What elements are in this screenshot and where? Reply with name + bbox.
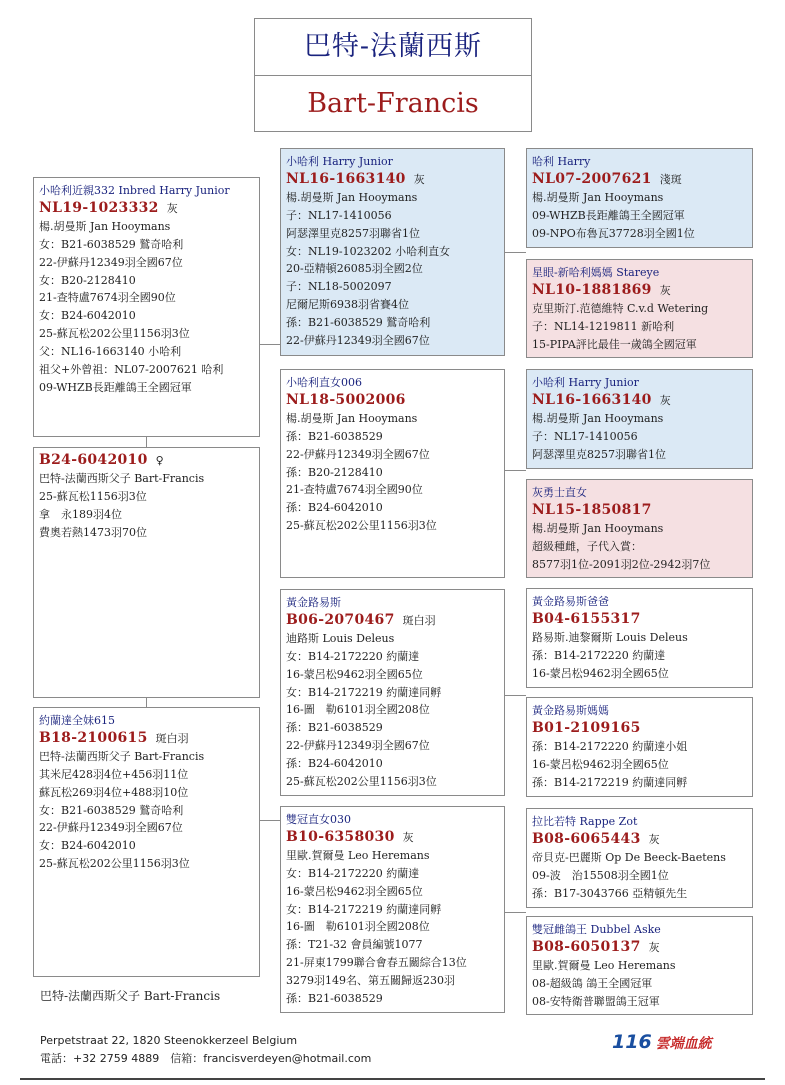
pedigree-line: 09-波 治15508羽全國1位 (532, 868, 669, 882)
pigeon-name: 約蘭達全妹615 (39, 714, 115, 727)
pedigree-line: 其米尼428羽4位+456羽11位 (39, 767, 189, 781)
pedigree-line: 子：NL14-1219811 新哈利 (532, 319, 675, 333)
pedigree-line: 16-蒙呂松9462羽全國65位 (286, 667, 423, 681)
pigeon-name: 哈利 Harry (532, 155, 591, 168)
pedigree-line: 楊.胡曼斯 Jan Hooymans (286, 411, 418, 425)
pedigree-line: 女：B14-2172219 約蘭達同孵 (286, 685, 442, 699)
pigeon-color: 灰 (402, 830, 414, 844)
pedigree-line: 15-PIPA評比最佳一歲鴿全國冠軍 (532, 337, 697, 351)
pedigree-line: 3279羽149名、第五關歸返230羽 (286, 974, 455, 988)
pedigree-line: 孫：B21-6038529 鷲奇哈利 (286, 316, 431, 330)
pigeon-name: 拉比若特 Rappe Zot (532, 815, 638, 828)
pedigree-line: 祖父+外曾祖：NL07-2007621 哈利 (39, 363, 224, 377)
card-self (33, 447, 260, 698)
pedigree-line: 女：B21-6038529 鷲奇哈利 (39, 803, 184, 817)
card-sire-sire (280, 148, 505, 356)
ring-number: NL07-2007621 (532, 170, 652, 187)
pedigree-line: 孫：T21-32 會員編號1077 (286, 938, 423, 952)
pedigree-line: 孫：B24-6042010 (286, 757, 383, 771)
ring-number: NL10-1881869 (532, 281, 652, 298)
pigeon-name: 黃金路易斯爸爸 (532, 595, 609, 608)
pigeon-color: 灰 (648, 940, 660, 954)
ring-number: NL19-1023332 (39, 199, 159, 216)
bottom-rule (20, 1078, 765, 1080)
card-sire (33, 177, 260, 437)
connector (504, 912, 526, 913)
footer-phone-email: 電話：+32 2759 4889 信箱：francisverdeyen@hotmail.com (40, 1052, 372, 1065)
pedigree-line: 09-WHZB長距離鴿王全國冠軍 (39, 380, 192, 394)
pedigree-line: 楊.胡曼斯 Jan Hooymans (532, 521, 664, 535)
pedigree-line: 22-伊蘇丹12349羽全國67位 (39, 255, 183, 269)
ring-number: NL16-1663140 (286, 170, 406, 187)
footer-owner: 巴特-法蘭西斯父子 Bart-Francis (40, 989, 221, 1003)
pedigree-line: 25-蘇瓦松202公里1156羽3位 (39, 327, 190, 341)
connector (504, 470, 526, 471)
pedigree-line: 16-蒙呂松9462羽全國65位 (532, 666, 669, 680)
pedigree-line: 楊.胡曼斯 Jan Hooymans (39, 219, 171, 233)
title-box (254, 18, 532, 132)
pedigree-line: 16-蒙呂松9462羽全國65位 (532, 757, 669, 771)
title-english: Bart-Francis (307, 88, 479, 119)
pigeon-name: 黃金路易斯 (286, 596, 341, 609)
pedigree-line: 路易斯.迪黎爾斯 Louis Deleus (532, 630, 688, 644)
ring-number: B08-6050137 (532, 938, 641, 955)
pedigree-line: 子：NL18-5002097 (286, 280, 392, 294)
pedigree-line: 子：NL17-1410056 (532, 429, 638, 443)
pigeon-color: 斑白羽 (402, 613, 436, 627)
pedigree-line: 22-伊蘇丹12349羽全國67位 (286, 739, 430, 753)
pigeon-name: 小哈利 Harry Junior (286, 155, 393, 168)
pigeon-color: 灰 (648, 832, 660, 846)
pedigree-line: 女：B14-2172220 約蘭達 (286, 649, 420, 663)
pedigree-line: 女：B24-6042010 (39, 309, 136, 323)
pedigree-line: 女：B21-6038529 鷲奇哈利 (39, 237, 184, 251)
pedigree-line: 25-蘇瓦松202公里1156羽3位 (39, 857, 190, 871)
pigeon-color: 灰 (659, 283, 671, 297)
ring-number: B04-6155317 (532, 610, 641, 627)
pedigree-line: 帝貝克-巴麗斯 Op De Beeck-Baetens (532, 850, 726, 864)
pedigree-line: 阿瑟澤里克8257羽聯省1位 (286, 226, 420, 240)
pedigree-line: 超級種雌，子代入賞： (532, 539, 642, 553)
pedigree-line: 25-蘇瓦松202公里1156羽3位 (286, 775, 437, 789)
connector (504, 695, 526, 696)
ring-number: B06-2070467 (286, 611, 395, 628)
pedigree-line: 里歐.賀爾曼 Leo Heremans (532, 958, 676, 972)
connector (259, 820, 280, 821)
ring-number: NL16-1663140 (532, 391, 652, 408)
pedigree-line: 孫：B21-6038529 (286, 429, 383, 443)
pedigree-line: 21-查特盧7674羽全國90位 (39, 291, 176, 305)
pigeon-color: 斑白羽 (155, 731, 189, 745)
pigeon-color: 灰 (413, 172, 425, 186)
pedigree-line: 08-安特衛普聯盟鴿王冠軍 (532, 994, 660, 1008)
pedigree-line: 女：NL19-1023202 小哈利直女 (286, 244, 451, 258)
pedigree-line: 女：B14-2172220 約蘭達 (286, 866, 420, 880)
pigeon-color: 淺斑 (659, 172, 682, 186)
pedigree-line: 楊.胡曼斯 Jan Hooymans (532, 190, 664, 204)
pedigree-line: 迪路斯 Louis Deleus (286, 631, 395, 645)
card-sss (526, 148, 753, 248)
pedigree-line: 女：B14-2172219 約蘭達同孵 (286, 902, 442, 916)
pedigree-line: 父：NL16-1663140 小哈利 (39, 345, 182, 359)
pedigree-line: 阿瑟澤里克8257羽聯省1位 (532, 447, 666, 461)
pedigree-line: 蘇瓦松269羽4位+488羽10位 (39, 785, 189, 799)
title-chinese: 巴特-法蘭西斯 (255, 19, 531, 76)
pedigree-line: 21-查特盧7674羽全國90位 (286, 483, 423, 497)
pigeon-color: 灰 (659, 393, 671, 407)
ring-number: B08-6065443 (532, 830, 641, 847)
pedigree-line: 20-亞精頓26085羽全國2位 (286, 262, 423, 276)
pedigree-line: 孫：B21-6038529 (286, 992, 383, 1006)
pigeon-color: 灰 (166, 201, 178, 215)
connector (504, 252, 526, 253)
card-sds (526, 369, 753, 469)
pigeon-name: 小哈利近親332 Inbred Harry Junior (39, 184, 230, 197)
card-dam (33, 707, 260, 977)
connector (146, 436, 147, 447)
pedigree-line: 16-圖 勒6101羽全國208位 (286, 703, 430, 717)
logo-text: 雲端血統 (655, 1036, 712, 1052)
pigeon-name: 黃金路易斯媽媽 (532, 704, 609, 717)
pedigree-line: 孫：B20-2128410 (286, 465, 383, 479)
pigeon-color: ♀ (155, 454, 164, 467)
pigeon-name: 小哈利 Harry Junior (532, 376, 639, 389)
pedigree-line: 09-NPO布魯瓦37728羽全國1位 (532, 226, 695, 240)
pedigree-line: 09-WHZB長距離鴿王全國冠軍 (532, 208, 685, 222)
pigeon-name: 雙冠雌鴿王 Dubbel Aske (532, 923, 661, 936)
logo-number: 116 (612, 1031, 652, 1053)
connector (259, 344, 280, 345)
pedigree-line: 25-蘇瓦松202公里1156羽3位 (286, 519, 437, 533)
card-sdd (526, 479, 753, 578)
pedigree-line: 費奧若熱1473羽70位 (39, 525, 147, 539)
ring-number: B01-2109165 (532, 719, 641, 736)
pedigree-line: 女：B20-2128410 (39, 273, 136, 287)
pedigree-line: 孫：B21-6038529 (286, 721, 383, 735)
connector (146, 697, 147, 707)
card-dss (526, 588, 753, 688)
ring-number: B18-2100615 (39, 729, 148, 746)
ring-number: NL15-1850817 (532, 501, 652, 518)
footer-contact (40, 1032, 371, 1068)
pigeon-name: 灰勇士直女 (532, 486, 587, 499)
footer-address: Perpetstraat 22, 1820 Steenokkerzeel Belgium (40, 1034, 298, 1047)
pedigree-line: 女：B24-6042010 (39, 839, 136, 853)
pedigree-line: 孫：B17-3043766 亞精頓先生 (532, 886, 688, 900)
card-ssd (526, 259, 753, 358)
card-dsd (526, 697, 753, 797)
pedigree-line: 楊.胡曼斯 Jan Hooymans (286, 190, 418, 204)
pedigree-line: 巴特-法蘭西斯父子 Bart-Francis (39, 749, 205, 763)
pedigree-line: 8577羽1位-2091羽2位-2942羽7位 (532, 557, 711, 571)
card-dam-dam (280, 806, 505, 1013)
pedigree-line: 16-蒙呂松9462羽全國65位 (286, 884, 423, 898)
card-dds (526, 808, 753, 908)
pedigree-line: 孫：B14-2172219 約蘭達同孵 (532, 775, 688, 789)
pedigree-line: 孫：B14-2172220 約蘭達小姐 (532, 739, 688, 753)
pigeon-name: 雙冠直女030 (286, 813, 351, 826)
pigeon-name: 小哈利直女006 (286, 376, 362, 389)
pedigree-line: 08-超級鴿 鴿王全國冠軍 (532, 976, 653, 990)
pedigree-line: 孫：B14-2172220 約蘭達 (532, 648, 666, 662)
logo (612, 1031, 732, 1055)
ring-number: NL18-5002006 (286, 391, 406, 408)
pedigree-line: 21-屏東1799聯合會春五關綜合13位 (286, 956, 467, 970)
pedigree-line: 22-伊蘇丹12349羽全國67位 (39, 821, 183, 835)
ring-number: B24-6042010 (39, 452, 148, 468)
card-dam-sire (280, 589, 505, 796)
pedigree-line: 子：NL17-1410056 (286, 208, 392, 222)
card-ddd (526, 916, 753, 1015)
pedigree-line: 里歐.賀爾曼 Leo Heremans (286, 848, 430, 862)
pigeon-name: 星眼-新哈利媽媽 Stareye (532, 266, 660, 279)
pedigree-line: 巴特-法蘭西斯父子 Bart-Francis (39, 471, 205, 485)
ring-number: B10-6358030 (286, 828, 395, 845)
pedigree-line: 22-伊蘇丹12349羽全國67位 (286, 447, 430, 461)
card-sire-dam (280, 369, 505, 578)
pedigree-line: 克里斯汀.范德維特 C.v.d Wetering (532, 301, 709, 315)
pedigree-line: 尼爾尼斯6938羽省賽4位 (286, 298, 409, 312)
pedigree-line: 拿 永189羽4位 (39, 507, 122, 521)
pedigree-line: 16-圖 勒6101羽全國208位 (286, 920, 430, 934)
pedigree-line: 楊.胡曼斯 Jan Hooymans (532, 411, 664, 425)
pedigree-line: 22-伊蘇丹12349羽全國67位 (286, 334, 430, 348)
pedigree-line: 25-蘇瓦松1156羽3位 (39, 489, 147, 503)
pedigree-line: 孫：B24-6042010 (286, 501, 383, 515)
